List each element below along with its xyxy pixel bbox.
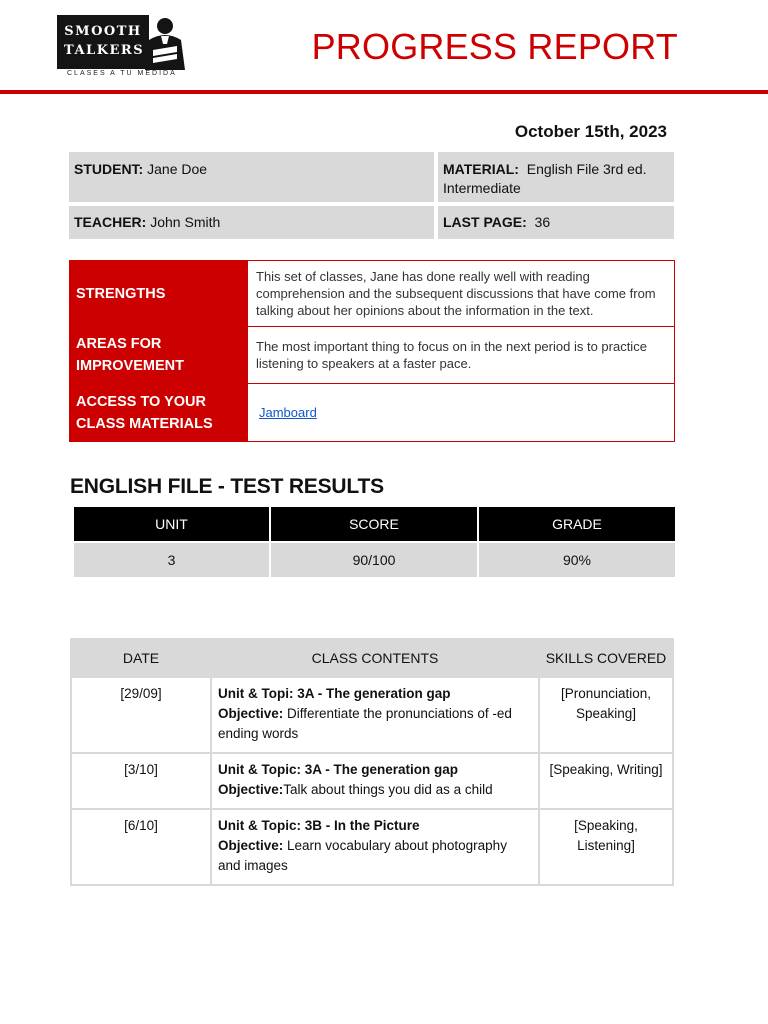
objective-label: Objective: xyxy=(218,838,284,853)
table-row xyxy=(71,753,673,809)
unit-value: 3 xyxy=(74,543,269,577)
class-skills: [Speaking, Writing] xyxy=(539,753,673,809)
student-cell xyxy=(69,152,434,202)
objective-label: Objective: xyxy=(218,706,284,721)
access-label-line1: ACCESS TO YOUR xyxy=(76,393,206,410)
class-unit: Unit & Topic: 3A - The generation gap xyxy=(218,762,459,777)
score-value: 90/100 xyxy=(271,543,477,577)
access-label xyxy=(70,384,248,442)
class-date: [29/09] xyxy=(71,677,211,753)
objective-text: Differentiate the pronunciations of -ed ending words xyxy=(218,706,512,741)
grade-header: GRADE xyxy=(479,507,675,541)
objective-text: Talk about things you did as a child xyxy=(283,782,493,797)
access-cell xyxy=(248,384,675,442)
student-value: Jane Doe xyxy=(147,161,208,177)
test-results-title: ENGLISH FILE - TEST RESULTS xyxy=(70,475,384,498)
class-objective xyxy=(218,704,532,744)
material-label: MATERIAL: xyxy=(443,161,519,177)
class-skills: [Speaking, Listening] xyxy=(539,809,673,885)
page-header xyxy=(0,0,768,96)
improvement-label-line2: IMPROVEMENT xyxy=(76,358,184,374)
strengths-label: STRENGTHS xyxy=(70,261,248,327)
feedback-row-strengths xyxy=(70,261,675,327)
class-date: [3/10] xyxy=(71,753,211,809)
teacher-label: TEACHER: xyxy=(74,214,147,230)
class-unit: Unit & Topi: 3A - The generation gap xyxy=(218,686,451,701)
score-header: SCORE xyxy=(271,507,477,541)
class-objective xyxy=(218,780,532,800)
material-cell xyxy=(438,152,674,202)
teacher-cell xyxy=(69,206,434,239)
last-page-value: 36 xyxy=(534,214,551,230)
header-divider xyxy=(0,90,768,94)
class-contents xyxy=(211,677,539,753)
class-log-header-row xyxy=(71,639,673,677)
table-row xyxy=(71,809,673,885)
student-info-grid xyxy=(69,152,674,243)
access-label-line2: CLASS MATERIALS xyxy=(76,415,213,432)
last-page-label: LAST PAGE: xyxy=(443,214,527,230)
test-results-table xyxy=(74,507,674,577)
improvement-label xyxy=(70,327,248,384)
logo-tagline: CLASES A TU MEDIDA xyxy=(67,70,177,77)
logo-name-line1: SMOOTH xyxy=(64,24,142,39)
info-row xyxy=(69,152,674,202)
jamboard-link[interactable]: Jamboard xyxy=(259,405,317,420)
teacher-value: John Smith xyxy=(150,214,221,230)
class-unit: Unit & Topic: 3B - In the Picture xyxy=(218,818,420,833)
strengths-text: This set of classes, Jane has done really well with reading comprehension and the subsequent discussions that have come from talking about her opinions about the information in the text. xyxy=(248,261,675,327)
table-row xyxy=(71,677,673,753)
skills-covered-header: SKILLS COVERED xyxy=(539,639,673,677)
date-header: DATE xyxy=(71,639,211,677)
page-title: PROGRESS REPORT xyxy=(311,26,678,67)
class-date: [6/10] xyxy=(71,809,211,885)
objective-text: Learn vocabulary about photography and images xyxy=(218,838,507,873)
class-contents xyxy=(211,809,539,885)
class-skills: [Pronunciation, Speaking] xyxy=(539,677,673,753)
class-contents xyxy=(211,753,539,809)
report-date: October 15th, 2023 xyxy=(514,122,667,141)
class-log-table xyxy=(70,638,674,886)
logo-name-line2: TALKERS xyxy=(64,43,145,58)
last-page-cell xyxy=(438,206,674,239)
smooth-talkers-logo xyxy=(57,15,187,79)
class-contents-header: CLASS CONTENTS xyxy=(211,639,539,677)
class-objective xyxy=(218,836,532,876)
feedback-row-improvement xyxy=(70,327,675,384)
feedback-row-access xyxy=(70,384,675,442)
speaker-figure-icon xyxy=(141,16,187,72)
unit-header: UNIT xyxy=(74,507,269,541)
info-row xyxy=(69,206,674,239)
feedback-table xyxy=(69,260,675,442)
improvement-text: The most important thing to focus on in the next period is to practice listening to speakers at a faster pace. xyxy=(248,327,675,384)
objective-label: Objective: xyxy=(218,782,284,797)
logo-box xyxy=(57,15,149,69)
material-value: English File 3rd ed. Intermediate xyxy=(443,161,647,196)
grade-value: 90% xyxy=(479,543,675,577)
student-label: STUDENT: xyxy=(74,161,144,177)
improvement-label-line1: AREAS FOR xyxy=(76,336,162,352)
